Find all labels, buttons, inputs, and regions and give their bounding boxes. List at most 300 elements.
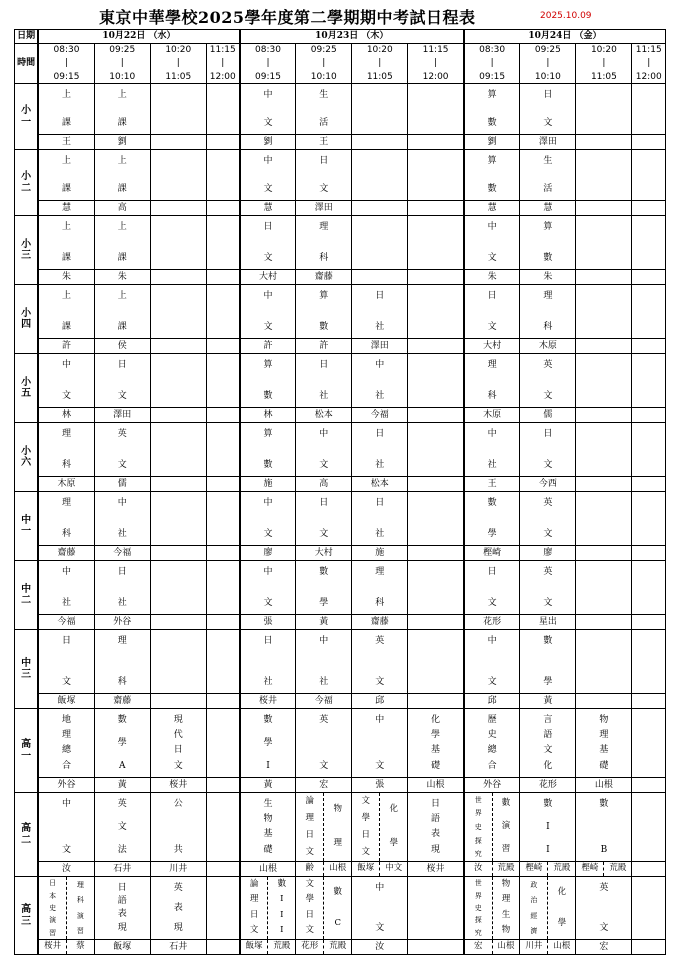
time-separator: | [546,58,550,69]
subject-text: 理 科 [319,222,329,263]
teacher-cell [408,270,464,285]
teacher-cell: 齋藤 [94,694,150,709]
subject-cell [240,354,296,408]
subject-cell [296,492,352,546]
teacher-cell [408,201,464,216]
teacher-cell: 汝 [352,940,408,955]
teacher-cell [632,270,666,285]
subject-text: 日 文 [61,636,71,687]
teacher-cell [576,615,632,630]
subject-cell [352,423,408,477]
subject-text: 算 數 [543,222,553,263]
subject-text: 日 社 [375,291,385,332]
end-time: 09:15 [53,72,80,83]
subject-text: 中 社 [319,636,329,687]
split-cell [464,793,520,862]
subject-text: 化 學 [379,793,407,861]
teacher-cell [520,940,576,955]
teacher-cell: 花形 [520,778,576,793]
teacher-cell [206,408,239,423]
subject-cell [94,423,150,477]
subject-cell [240,285,296,339]
subject-cell [632,561,666,615]
subject-text: 公 共 [173,799,183,855]
time-slot [206,44,239,84]
teacher-cell: 桜井 [240,694,296,709]
grade-label [15,877,39,955]
subject-cell [38,150,94,201]
subject-cell [464,423,520,477]
grade-label [15,793,39,877]
subject-text: 日 社 [117,567,127,608]
time-label: 時間 [15,44,39,84]
teacher-cell [632,201,666,216]
subject-text: 上 課 [61,222,71,263]
subject-cell [38,709,94,778]
teacher-name: 樫崎 [581,863,599,874]
split-cell [520,877,576,940]
subject-cell [150,423,206,477]
subject-cell [240,423,296,477]
teacher-cell: 石井 [94,862,150,877]
subject-cell [632,216,666,270]
subject-text: 日 文 [263,222,273,263]
teacher-cell: 朱 [94,270,150,285]
teacher-cell [464,862,520,877]
subject-cell [520,561,576,615]
subject-cell [206,150,239,201]
subject-cell [520,84,576,135]
teacher-name: 樫崎 [525,863,543,874]
subject-cell [632,877,666,940]
end-time: 12:00 [422,72,449,83]
teacher-name: 汝 [473,863,483,874]
subject-text: 中 社 [117,498,127,539]
subject-cell [576,793,632,862]
subject-cell [632,84,666,135]
grade-label-text: 小 一 [21,105,32,128]
teacher-cell [150,615,206,630]
start-time: 10:20 [590,44,617,55]
subject-cell [408,150,464,201]
teacher-cell [206,862,239,877]
teacher-cell: 今西 [520,477,576,492]
subject-cell [296,84,352,135]
subject-text: 中 文 [263,291,273,332]
teacher-cell [576,862,632,877]
subject-text: 理 科 [61,498,71,539]
grade-label-text: 小 六 [21,445,32,468]
teacher-cell: 飯塚 [38,694,94,709]
teacher-cell: 慧 [38,201,94,216]
teacher-cell [206,940,239,955]
teacher-cell: 花形 [464,615,520,630]
teacher-cell: 澤田 [296,201,352,216]
teacher-cell: 林 [240,408,296,423]
teacher-cell [38,940,94,955]
day-label: 日期 [15,30,39,44]
teacher-cell: 劉 [464,135,520,150]
teacher-cell: 川井 [150,862,206,877]
teacher-name: 荒殿 [267,940,295,954]
subject-text: 英 文 [117,429,127,470]
subject-text: 數 B [599,799,609,855]
subject-cell [38,561,94,615]
subject-text: 生 活 [543,156,553,194]
subject-cell [150,84,206,135]
subject-text: 算 數 [487,90,497,128]
subject-cell [352,285,408,339]
subject-cell [632,354,666,408]
subject-text: 數 I I [543,799,553,855]
subject-cell [576,84,632,135]
start-time: 09:25 [310,44,337,55]
subject-cell [296,630,352,694]
subject-cell [520,150,576,201]
teacher-name: 中文 [379,862,407,876]
teacher-cell [632,778,666,793]
day-header: 10月24日 （金） [464,30,666,44]
subject-cell [38,354,94,408]
teacher-cell: 林 [38,408,94,423]
subject-cell [576,492,632,546]
teacher-cell [632,477,666,492]
subject-text: 物 理 生 物 [492,877,520,939]
time-slot [408,44,464,84]
teacher-name: 花形 [301,941,319,952]
subject-text: 中 文 [487,636,497,687]
start-time: 11:15 [422,44,449,55]
teacher-cell: 朱 [38,270,94,285]
subject-cell [94,709,150,778]
subject-cell [520,354,576,408]
teacher-cell [576,408,632,423]
teacher-cell: 張 [240,615,296,630]
time-slot [38,44,94,84]
teacher-cell: 儒 [94,477,150,492]
split-cell [296,793,352,862]
teacher-cell [632,615,666,630]
teacher-cell: 山根 [240,862,296,877]
teacher-cell [150,477,206,492]
teacher-cell [576,339,632,354]
teacher-cell [576,694,632,709]
teacher-cell: 松本 [296,408,352,423]
subject-text: 日 文 [487,291,497,332]
teacher-name: 飯塚 [245,941,263,952]
time-slot [520,44,576,84]
subject-text: 中 文 [375,883,385,933]
teacher-cell: 廖 [240,546,296,561]
teacher-cell: 今福 [352,408,408,423]
teacher-cell [576,270,632,285]
subject-text: 理 科 [375,567,385,608]
teacher-cell: 慧 [240,201,296,216]
subject-text: 日 社 [375,429,385,470]
subject-cell [206,285,239,339]
subject-text: 日 文 [319,156,329,194]
subject-cell [408,877,464,940]
grade-label [15,84,39,150]
teacher-cell: 今福 [94,546,150,561]
teacher-cell [408,408,464,423]
subject-text: 物 理 基 礎 [599,715,609,771]
teacher-cell: 澤田 [520,135,576,150]
grade-label-text: 中 三 [21,657,32,680]
subject-cell [520,492,576,546]
teacher-cell: 慧 [520,201,576,216]
subject-cell [408,216,464,270]
teacher-cell [408,339,464,354]
subject-text: 地 理 總 合 [61,715,71,771]
teacher-name: 荒殿 [492,862,520,876]
teacher-cell [576,477,632,492]
grade-label-text: 小 四 [21,307,32,330]
subject-text: 中 文 [487,222,497,263]
subject-cell [150,354,206,408]
time-slot [94,44,150,84]
subject-cell [632,709,666,778]
subject-text: 文 學 日 文 [305,878,314,936]
subject-text: 物 理 [323,793,351,861]
subject-cell [206,630,239,694]
subject-cell [296,216,352,270]
teacher-cell: 澤田 [352,339,408,354]
teacher-cell: 施 [240,477,296,492]
teacher-cell [206,778,239,793]
subject-text: 英 文 [543,567,553,608]
teacher-cell [408,694,464,709]
teacher-cell: 許 [296,339,352,354]
subject-cell [464,561,520,615]
teacher-cell: 黃 [296,615,352,630]
teacher-cell [352,201,408,216]
subject-cell [464,285,520,339]
subject-text: 英 文 [319,715,329,771]
subject-cell [38,84,94,135]
subject-cell [38,492,94,546]
subject-text: 日 文 [487,567,497,608]
subject-text: 日 語 表 現 [431,799,441,855]
subject-cell [94,492,150,546]
subject-text: 中 社 [375,360,385,401]
subject-text: 理 科 [487,360,497,401]
teacher-cell [464,940,520,955]
teacher-cell: 大村 [464,339,520,354]
subject-text: 生 活 [319,90,329,128]
subject-cell [206,216,239,270]
teacher-name: 山根 [492,940,520,954]
teacher-cell: 朱 [520,270,576,285]
teacher-cell: 黃 [520,694,576,709]
subject-text: 論 理 日 文 [305,795,314,857]
grade-label-text: 高 三 [21,904,32,927]
subject-cell [206,492,239,546]
teacher-cell: 桜井 [408,862,464,877]
time-separator: | [176,58,180,69]
subject-text: 日 本 史 演 習 [49,879,57,937]
subject-text: 數 學 A [117,715,127,771]
subject-text: 中 文 [263,567,273,608]
subject-cell [240,561,296,615]
subject-cell [520,423,576,477]
subject-cell [38,285,94,339]
teacher-cell: 張 [352,778,408,793]
teacher-name: 山根 [547,940,575,954]
subject-cell [352,84,408,135]
start-time: 11:15 [635,44,662,55]
teacher-cell: 今福 [296,694,352,709]
subject-cell [38,630,94,694]
subject-text: 上 課 [61,156,71,194]
teacher-cell: 齋藤 [352,615,408,630]
subject-cell [150,150,206,201]
subject-cell [206,877,239,940]
subject-cell [464,216,520,270]
subject-cell [576,216,632,270]
subject-text: 數 演 習 [492,793,520,861]
day-header: 10月22日 （水） [38,30,240,44]
subject-text: 數 C [323,877,351,939]
teacher-cell [206,339,239,354]
subject-cell [150,492,206,546]
teacher-cell: 黃 [240,778,296,793]
teacher-cell [150,408,206,423]
teacher-cell: 飯塚 [94,940,150,955]
subject-cell [408,492,464,546]
subject-text: 現 代 日 文 [173,715,183,771]
subject-text: 上 課 [117,222,127,263]
subject-cell [206,423,239,477]
subject-text: 中 文 [61,799,71,855]
subject-cell [240,492,296,546]
subject-text: 上 課 [61,291,71,332]
time-separator: | [266,58,270,69]
subject-text: 日 社 [263,636,273,687]
teacher-cell: 王 [464,477,520,492]
day-header: 10月23日 （木） [240,30,464,44]
subject-cell [296,561,352,615]
subject-text: 算 數 [487,156,497,194]
teacher-cell: 外谷 [464,778,520,793]
subject-text: 數 學 [319,567,329,608]
teacher-name: 荒殿 [603,862,631,876]
subject-text: 理 科 [117,636,127,687]
teacher-cell [408,615,464,630]
subject-cell [94,84,150,135]
subject-cell [94,354,150,408]
subject-cell [206,354,239,408]
teacher-cell: 許 [38,339,94,354]
subject-cell [38,793,94,862]
teacher-cell [150,201,206,216]
subject-cell [352,709,408,778]
teacher-cell [150,135,206,150]
subject-cell [576,423,632,477]
subject-cell [150,630,206,694]
end-time: 12:00 [635,72,662,83]
subject-cell [352,354,408,408]
subject-cell [296,150,352,201]
time-separator: | [490,58,494,69]
start-time: 10:20 [165,44,192,55]
subject-text: 日 文 [543,90,553,128]
subject-cell [520,630,576,694]
subject-text: 化 學 [547,877,575,939]
grade-label-text: 小 二 [21,171,32,194]
time-separator: | [221,58,225,69]
subject-cell [94,216,150,270]
subject-text: 理 科 [543,291,553,332]
teacher-cell: 黃 [94,778,150,793]
teacher-cell: 松本 [352,477,408,492]
subject-cell [408,630,464,694]
subject-cell [408,561,464,615]
subject-text: 中 文 [263,90,273,128]
subject-text: 英 文 法 [117,799,127,855]
subject-cell [296,423,352,477]
split-cell [352,793,408,862]
subject-text: 上 課 [117,156,127,194]
subject-cell [352,877,408,940]
teacher-cell: 宏 [576,940,632,955]
time-slot [296,44,352,84]
subject-cell [408,84,464,135]
subject-text: 算 數 [319,291,329,332]
start-time: 08:30 [479,44,506,55]
teacher-cell: 侯 [94,339,150,354]
teacher-cell: 廖 [520,546,576,561]
start-time: 08:30 [255,44,281,55]
teacher-cell: 邱 [352,694,408,709]
teacher-cell [352,862,408,877]
subject-text: 日 語 表 現 [117,883,127,933]
start-time: 10:20 [366,44,393,55]
teacher-cell [520,862,576,877]
subject-cell [206,561,239,615]
subject-cell [520,709,576,778]
subject-cell [576,877,632,940]
teacher-cell: 劉 [240,135,296,150]
start-time: 09:25 [109,44,136,55]
subject-text: 上 課 [61,90,71,128]
subject-cell [632,285,666,339]
time-separator: | [434,58,438,69]
time-separator: | [378,58,382,69]
teacher-cell [206,477,239,492]
grade-label-text: 小 三 [21,238,32,261]
subject-text: 日 文 [543,429,553,470]
subject-cell [520,216,576,270]
teacher-cell: 外谷 [94,615,150,630]
subject-cell [150,877,206,940]
teacher-cell [206,270,239,285]
grade-label [15,150,39,216]
teacher-cell [408,940,464,955]
page-title: 東京中華學校2025學年度第二學期期中考試日程表 [99,8,476,27]
subject-cell [576,561,632,615]
start-time: 11:15 [209,44,236,55]
teacher-cell: 朱 [464,270,520,285]
subject-cell [464,492,520,546]
teacher-cell: 山根 [576,778,632,793]
teacher-name: 川井 [525,941,543,952]
subject-cell [576,630,632,694]
teacher-cell [632,694,666,709]
teacher-cell [150,270,206,285]
subject-text: 論 理 日 文 [249,878,259,936]
subject-cell [150,793,206,862]
